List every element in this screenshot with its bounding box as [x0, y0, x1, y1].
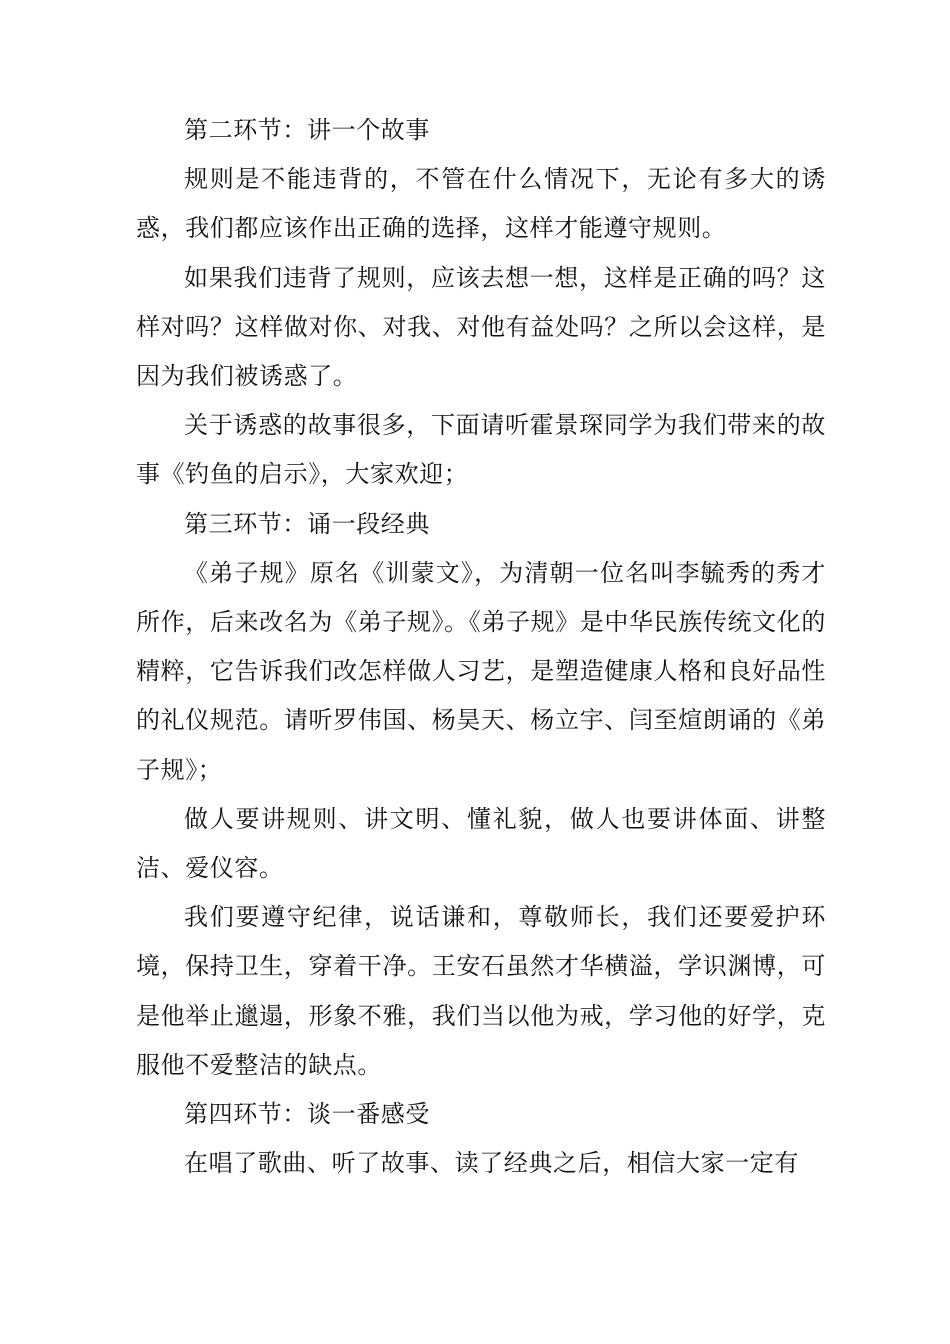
- section-three-heading: 第三环节：诵一段经典: [184, 509, 430, 538]
- paragraph: 规则是不能违背的，不管在什么情况下，无论有多大的诱惑，我们都应该作出正确的选择，这样才能遵守规则。: [136, 165, 826, 243]
- paragraph: 如果我们违背了规则，应该去想一想，这样是正确的吗？这样对吗？这样做对你、对我、对他有益处吗？之所以会这样，是因为我们被诱惑了。: [136, 263, 826, 391]
- section-four-heading: 第四环节：谈一番感受: [184, 1100, 430, 1129]
- paragraph: 我们要遵守纪律，说话谦和，尊敬师长，我们还要爱护环境，保持卫生，穿着干净。王安石虽然才华横溢，学识渊博，可是他举止邋遢，形象不雅，我们当以他为戒，学习他的好学，克服他不爱整洁的缺点。: [136, 903, 826, 1079]
- paragraph: 关于诱惑的故事很多，下面请听霍景琛同学为我们带来的故事《钓鱼的启示》，大家欢迎；: [136, 411, 826, 489]
- section-two-heading: 第二环节：讲一个故事: [184, 116, 430, 144]
- paragraph: 在唱了歌曲、听了故事、读了经典之后，相信大家一定有: [184, 1149, 799, 1178]
- paragraph: 《弟子规》原名《训蒙文》，为清朝一位名叫李毓秀的秀才所作，后来改名为《弟子规》。《弟子规》是中华民族传统文化的精粹，它告诉我们改怎样做人习艺，是塑造健康人格和良好品性的礼仪规范。请听罗伟国、杨昊天、杨立宇、闫至煊朗诵的《弟子规》；: [136, 558, 826, 784]
- document-body: [136, 106, 826, 1188]
- paragraph: 做人要讲规则、讲文明、懂礼貌，做人也要讲体面、讲整洁、爱仪容。: [136, 804, 826, 883]
